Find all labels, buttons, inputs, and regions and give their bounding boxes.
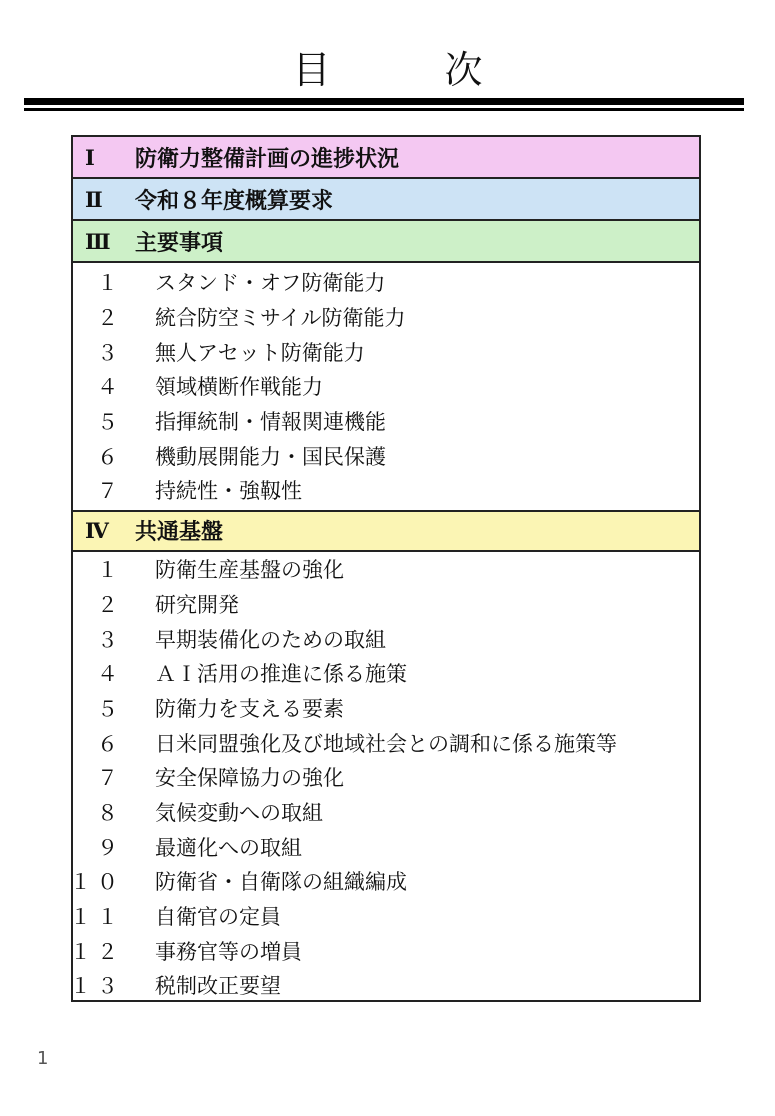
item-number: ５ [97, 696, 124, 721]
toc-item[interactable] [73, 334, 699, 369]
item-label: 指揮統制・情報関連機能 [155, 410, 386, 435]
item-number: １３ [70, 974, 124, 999]
item-number: ３ [97, 340, 124, 365]
toc-item[interactable] [73, 725, 699, 760]
item-label: 事務官等の増員 [155, 939, 302, 964]
item-label: 領域横断作戦能力 [155, 375, 323, 400]
toc-item[interactable] [70, 899, 699, 934]
item-label: 統合防空ミサイル防衛能力 [155, 306, 406, 331]
section-header-2[interactable] [73, 179, 699, 221]
toc-item[interactable] [70, 933, 699, 968]
item-number: １１ [70, 905, 124, 930]
item-number: ４ [97, 375, 124, 400]
item-number: ９ [97, 835, 124, 860]
table-of-contents [71, 135, 701, 1002]
item-label: 安全保障協力の強化 [155, 766, 344, 791]
page-number: 1 [37, 1048, 49, 1069]
item-label: 日米同盟強化及び地域社会との調和に係る施策等 [155, 731, 617, 756]
toc-item[interactable] [73, 829, 699, 864]
item-label: 自衛官の定員 [155, 905, 281, 930]
item-label: 機動展開能力・国民保護 [155, 444, 386, 469]
item-number: １０ [70, 870, 124, 895]
item-label: 無人アセット防衛能力 [155, 340, 365, 365]
toc-item[interactable] [73, 369, 699, 404]
section-header-3[interactable] [73, 221, 699, 263]
item-label: 防衛省・自衛隊の組織編成 [155, 870, 407, 895]
item-label: 税制改正要望 [155, 974, 281, 999]
section-numeral: Ⅰ [85, 144, 95, 170]
section-4-items [70, 552, 699, 1003]
section-title: 令和８年度概算要求 [135, 188, 334, 214]
toc-item[interactable] [73, 691, 699, 726]
title-rule-thick [24, 98, 744, 105]
section-numeral: Ⅲ [85, 228, 111, 254]
toc-item[interactable] [73, 795, 699, 830]
item-number: ７ [97, 479, 124, 504]
section-title: 主要事項 [135, 230, 224, 256]
page-title: 目 次 [292, 48, 521, 92]
toc-item[interactable] [73, 265, 699, 300]
section-numeral: Ⅱ [85, 186, 103, 212]
toc-item[interactable] [73, 438, 699, 473]
toc-item[interactable] [73, 587, 699, 622]
section-title: 防衛力整備計画の進捗状況 [135, 146, 400, 172]
item-number: ３ [97, 627, 124, 652]
section-title: 共通基盤 [135, 520, 224, 546]
item-label: 研究開発 [155, 592, 239, 617]
toc-item[interactable] [73, 656, 699, 691]
item-label: 最適化への取組 [155, 835, 302, 860]
toc-item[interactable] [73, 404, 699, 439]
section-numeral: Ⅳ [85, 518, 109, 544]
item-number: ６ [97, 444, 124, 469]
toc-item[interactable] [70, 968, 699, 1003]
section-header-1[interactable] [73, 137, 699, 179]
item-number: ８ [97, 800, 124, 825]
toc-item[interactable] [73, 552, 699, 587]
item-number: ６ [97, 731, 124, 756]
item-number: ７ [97, 766, 124, 791]
item-label: 気候変動への取組 [155, 800, 323, 825]
toc-item[interactable] [73, 300, 699, 335]
item-number: ２ [97, 592, 124, 617]
section-3-items [73, 263, 699, 510]
item-label: 持続性・強靱性 [155, 479, 302, 504]
item-label: 早期装備化のための取組 [155, 627, 386, 652]
item-label: 防衛生産基盤の強化 [155, 558, 344, 583]
item-number: ４ [97, 662, 124, 687]
item-number: １ [97, 271, 124, 296]
item-number: ２ [97, 306, 124, 331]
toc-item[interactable] [73, 760, 699, 795]
title-rule-thin [24, 108, 744, 111]
item-number: ５ [97, 410, 124, 435]
item-label: 防衛力を支える要素 [155, 696, 344, 721]
section-header-4[interactable] [73, 510, 699, 552]
item-number: １２ [70, 939, 124, 964]
item-number: １ [97, 558, 124, 583]
item-label: スタンド・オフ防衛能力 [155, 271, 386, 296]
item-label: ＡＩ活用の推進に係る施策 [155, 662, 407, 687]
toc-item[interactable] [70, 864, 699, 899]
toc-item[interactable] [73, 621, 699, 656]
toc-item[interactable] [73, 473, 699, 508]
